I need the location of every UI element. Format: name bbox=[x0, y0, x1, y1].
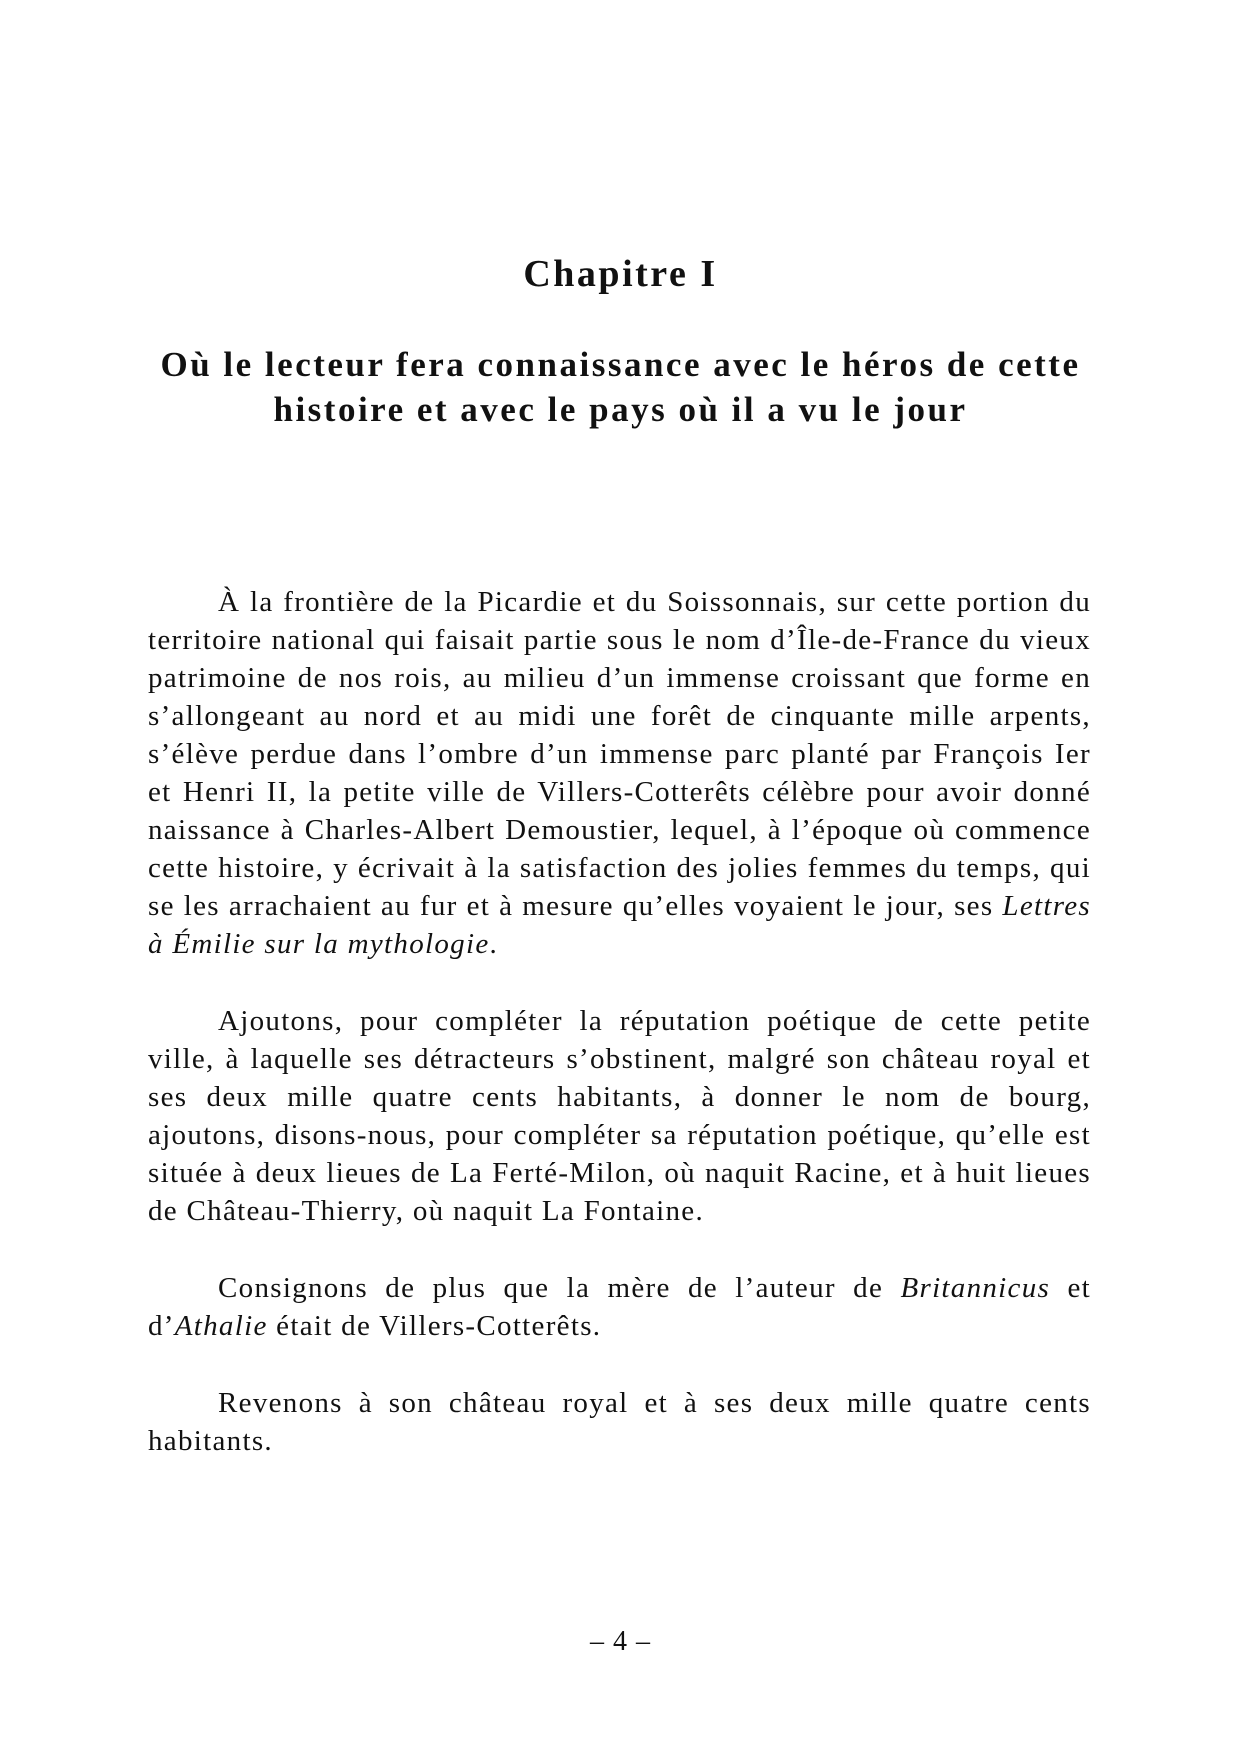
paragraph-3 bbox=[148, 1269, 1091, 1345]
paragraph-2: Ajoutons, pour compléter la réputation poétique de cette petite ville, à laquelle ses détracteurs s’obstinent, malgré son château royal et ses deux mille quatre cents habitants, à donner le nom de bourg, ajoutons, disons-nous, pour compléter sa réputation poétique, qu’elle est située à deux lieues de La Ferté-Milon, où naquit Racine, et à huit lieues de Château-Thierry, où naquit La Fontaine. bbox=[148, 1005, 1091, 1227]
book-title: Athalie bbox=[174, 1310, 268, 1342]
page-number: – 4 – bbox=[590, 1626, 651, 1657]
paragraph-text: À la frontière de la Picardie et du Soissonnais, sur cette portion du territoire national qui faisait partie sous le nom d’Île-de-France du vieux patrimoine de nos rois, au milieu d’un immense croissant que forme en s’allongeant au nord et au midi une forêt de cinquante mille arpents, s’élève perdue dans l’ombre d’un immense parc planté par François Ier et Henri II, la petite ville de Villers-Cotterêts célèbre pour avoir donné naissance à Charles-Albert Demoustier, lequel, à l’époque où commence cette histoire, y écrivait à la satisfaction des jolies femmes du temps, qui se les arrachaient au fur et à mesure qu’elles voyaient le jour, ses bbox=[148, 586, 1091, 922]
paragraph-text: et d’ bbox=[148, 1272, 1091, 1342]
paragraph-end: était de Villers-Cotterêts. bbox=[267, 1310, 602, 1342]
paragraph-end: . bbox=[489, 928, 499, 960]
paragraph-text: Consignons de plus que la mère de l’auteur de bbox=[218, 1272, 901, 1304]
paragraph-1 bbox=[148, 583, 1091, 963]
book-title: Britannicus bbox=[900, 1272, 1051, 1304]
body-text bbox=[148, 583, 1091, 1499]
paragraph-4: Revenons à son château royal et à ses deux mille quatre cents habitants. bbox=[148, 1387, 1091, 1457]
chapter-heading: Chapitre I bbox=[523, 253, 718, 295]
chapter-subtitle: Où le lecteur fera connaissance avec le héros de cette histoire et avec le pays où il a vu le jour bbox=[160, 345, 1081, 429]
book-title: Lettres à Émilie sur la mythologie bbox=[148, 890, 1091, 960]
